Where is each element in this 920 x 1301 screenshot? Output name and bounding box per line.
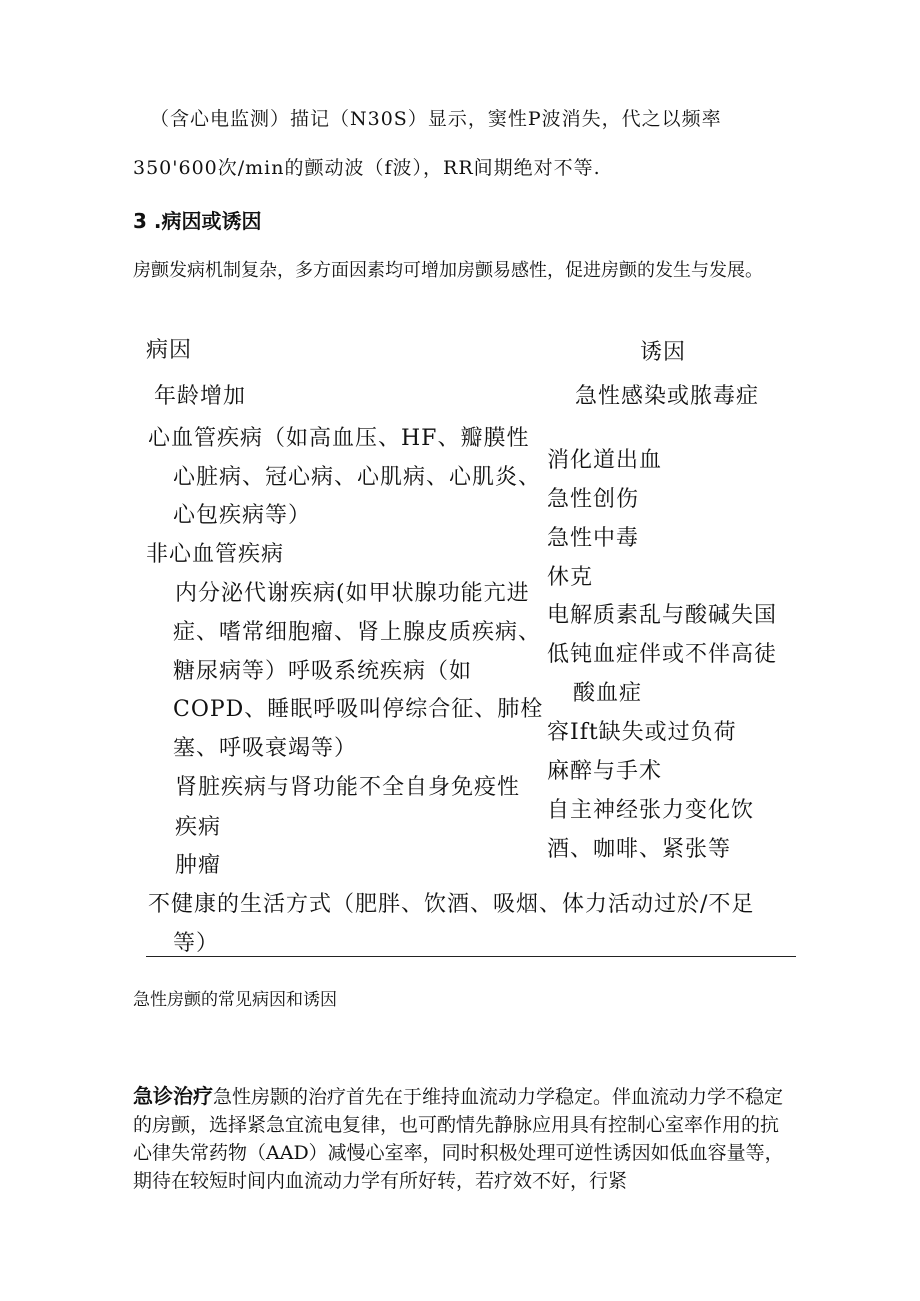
cause-item: 肿瘤: [175, 853, 222, 878]
trigger-item: 电解质素乱与酸碱失国: [547, 603, 778, 628]
treatment-text: 急性房颢的治疗首先在于维持血流动力学稳定。伴血流动力学不稳定的房颤，选择紧急宜流电复律，也可酌情先静脉应用具有控制心室率作用的抗心律失常药物（AAD）减慢心室率，同时积极处理可逆性诱因如低血容量等，期待在较短时间内血流动力学有所好转，若疗效不好，行紧: [133, 1086, 784, 1192]
cause-item: 糖尿病等）呼吸系统疾病（如: [173, 659, 473, 684]
text-line: （含心电监测）描记（N30S）显示，窦性P波消失，代之以频率: [150, 108, 722, 130]
intro-paragraph: 房颤发病机制复杂，多方面因素均可增加房颤易感性，促进房颤的发生与发展。: [133, 260, 763, 281]
trigger-item: 急性中毒: [547, 526, 640, 551]
trigger-item: 自主神经张力变化饮: [547, 798, 755, 823]
table-bottom-rule: [146, 956, 796, 957]
cause-item: 内分泌代谢疾病(如甲状腺功能亢进: [175, 581, 530, 606]
cause-item: 年龄增加: [154, 384, 247, 409]
trigger-item: 休克: [547, 565, 594, 590]
trigger-item: 低钝血症伴或不伴高徒: [547, 642, 778, 667]
cause-item: 心包疾病等）: [173, 503, 312, 528]
text-line: 350'600次/min的颤动波（f波），RR间期绝对不等.: [133, 157, 601, 179]
cause-item: 非心血管疾病: [146, 542, 285, 567]
cause-item: 塞、呼吸衰竭等）: [173, 736, 358, 761]
section-heading: 3 .病因或诱因: [133, 209, 262, 233]
treatment-paragraph: [133, 1082, 793, 1195]
table-header-trigger: 诱因: [640, 340, 687, 365]
cause-item: 心血管疾病（如高血压、HF、瓣膜性: [148, 426, 530, 451]
table-caption: 急性房颤的常见病因和诱因: [133, 990, 337, 1010]
cause-item: 不健康的生活方式（肥胖、饮酒、吸烟、体力活动过於/不足: [148, 892, 755, 917]
trigger-item: 酸血症: [573, 681, 643, 706]
cause-item: 症、嗜常细胞瘤、肾上腺皮质疾病、: [173, 620, 542, 645]
treatment-lead: 急诊治疗: [133, 1084, 213, 1108]
trigger-item: 急性创伤: [547, 487, 640, 512]
cause-item: COPD、睡眠呼吸叫停综合征、肺栓: [173, 697, 544, 722]
cause-item: 等）: [173, 931, 220, 956]
trigger-item: 容Ift缺失或过负荷: [547, 720, 737, 745]
trigger-item: 麻醉与手术: [547, 759, 663, 784]
table-header-cause: 病因: [146, 338, 193, 363]
trigger-item: 急性感染或脓毒症: [575, 384, 760, 409]
cause-item: 肾脏疾病与肾功能不全自身免疫性: [175, 775, 521, 800]
trigger-item: 消化道出血: [547, 448, 663, 473]
cause-item: 心脏病、冠心病、心肌病、心肌炎、: [173, 465, 542, 490]
cause-item: 疾病: [175, 815, 222, 840]
trigger-item: 酒、咖啡、紧张等: [547, 837, 732, 862]
